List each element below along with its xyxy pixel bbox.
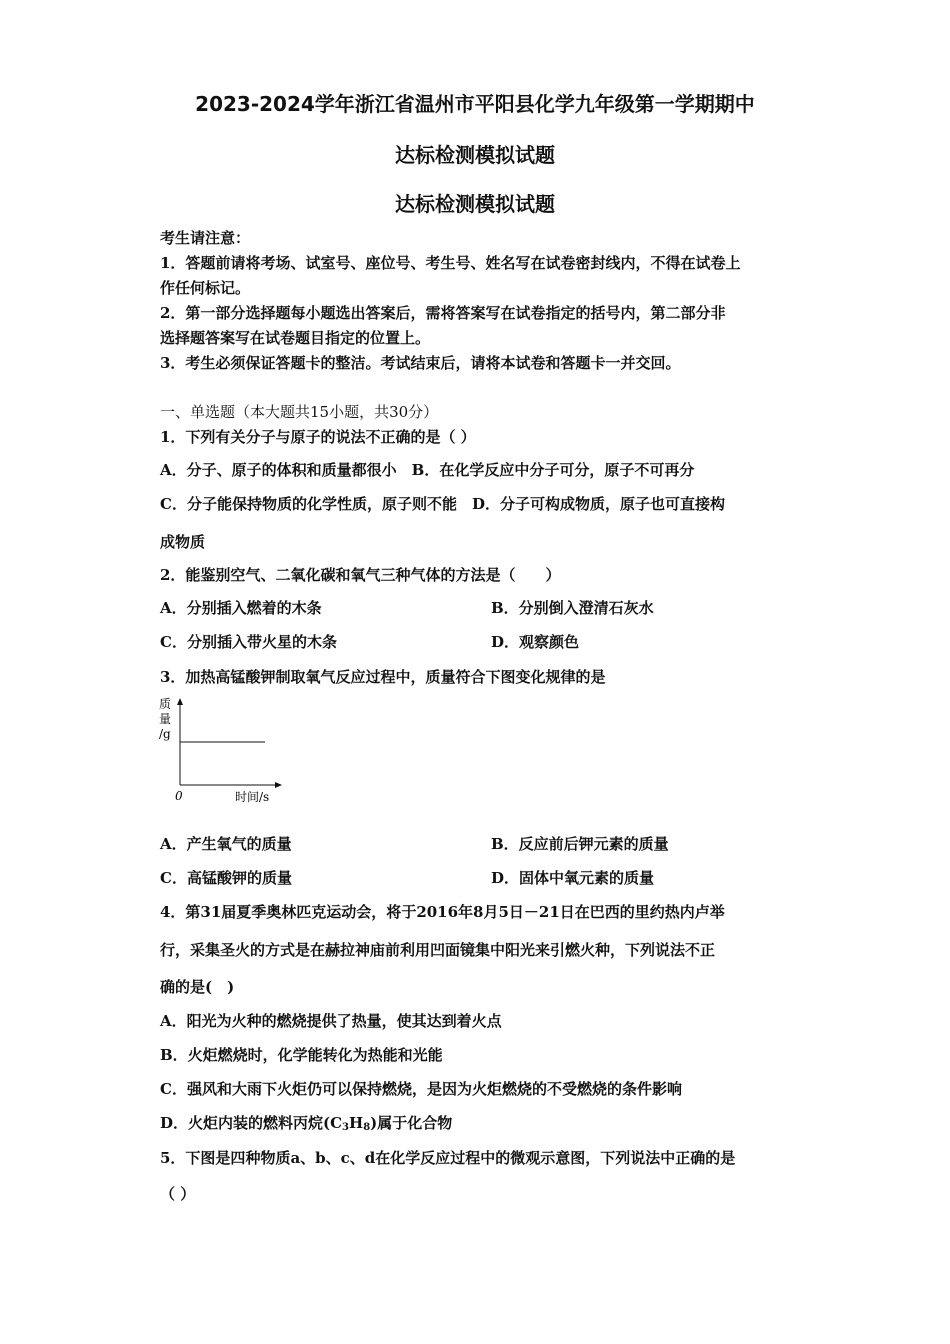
question-2-option-b: B．分别倒入澄清石灰水 <box>491 599 654 617</box>
question-4-option-b: B．火炬燃烧时，化学能转化为热能和光能 <box>160 1046 443 1064</box>
question-4-option-a: A．阳光为火种的燃烧提供了热量，使其达到着火点 <box>160 1012 502 1030</box>
question-2-option-c: C．分别插入带火星的木条 <box>160 633 337 651</box>
question-1-options-cd: C．分子能保持物质的化学性质，原子则不能 D．分子可构成物质，原子也可直接构 <box>160 495 725 513</box>
question-2-option-a: A．分别插入燃着的木条 <box>160 599 322 617</box>
q4d-post: )属于化合物 <box>370 1114 453 1132</box>
notice-heading: 考生请注意： <box>160 229 251 247</box>
y-axis-arrow <box>177 698 183 705</box>
q4d-sub-3: 3 <box>342 1122 350 1133</box>
q4d-mid: H <box>349 1114 364 1132</box>
y-axis-label-2: 量 <box>159 712 172 726</box>
question-4-option-c: C．强风和大雨下火炬仍可以保持燃烧，是因为火炬燃烧的不受燃烧的条件影响 <box>160 1080 682 1098</box>
mass-time-graph <box>150 692 290 807</box>
question-4-stem-3: 确的是( ) <box>160 978 235 996</box>
q4d-sub-8: 8 <box>363 1122 371 1133</box>
question-2-stem: 2．能鉴别空气、二氧化碳和氧气三种气体的方法是（ ） <box>160 566 561 584</box>
question-2-option-d: D．观察颜色 <box>491 633 580 651</box>
question-1-options-cd-cont: 成物质 <box>160 533 206 551</box>
exam-title-line3: 达标检测模拟试题 <box>395 192 555 216</box>
question-3-option-d: D．固体中氧元素的质量 <box>491 869 655 887</box>
question-3-option-a: A．产生氧气的质量 <box>160 835 292 853</box>
x-axis-arrow <box>275 782 282 788</box>
question-5-stem-1: 5．下图是四种物质a、b、c、d在化学反应过程中的微观示意图，下列说法中正确的是 <box>160 1149 736 1167</box>
y-axis-label-3: /g <box>159 727 171 741</box>
notice-item-3: 3．考生必须保证答题卡的整洁。考试结束后，请将本试卷和答题卡一并交回。 <box>160 354 681 372</box>
question-3-option-c: C．高锰酸钾的质量 <box>160 869 292 887</box>
question-3-stem: 3．加热高锰酸钾制取氧气反应过程中，质量符合下图变化规律的是 <box>160 668 606 686</box>
origin-label: 0 <box>175 789 183 803</box>
exam-title-line1: 2023-2024学年浙江省温州市平阳县化学九年级第一学期期中 <box>195 92 755 116</box>
x-axis-label: 时间/s <box>235 790 270 804</box>
q4d-pre: D．火炬内装的燃料丙烷(C <box>160 1114 343 1132</box>
question-5-stem-2: （ ） <box>160 1185 196 1203</box>
notice-item-2b: 选择题答案写在试卷题目指定的位置上。 <box>160 329 431 347</box>
exam-title-line2: 达标检测模拟试题 <box>395 143 555 167</box>
question-3-option-b: B．反应前后钾元素的质量 <box>491 835 669 853</box>
notice-item-1a: 1．答题前请将考场、试室号、座位号、考生号、姓名写在试卷密封线内，不得在试卷上 <box>160 254 741 272</box>
notice-item-2a: 2．第一部分选择题每小题选出答案后，需将答案写在试卷指定的括号内，第二部分非 <box>160 304 726 322</box>
question-4-stem-1: 4．第31届夏季奥林匹克运动会，将于2016年8月5日－21日在巴西的里约热内卢举 <box>160 903 725 921</box>
section-heading: 一、单选题（本大题共15小题，共30分） <box>160 403 439 421</box>
notice-item-1b: 作任何标记。 <box>160 279 251 297</box>
question-1-stem: 1．下列有关分子与原子的说法不正确的是（ ） <box>160 428 476 446</box>
question-4-option-d <box>160 1113 452 1138</box>
question-1-options-ab: A．分子、原子的体积和质量都很小 B．在化学反应中分子可分，原子不可再分 <box>160 461 695 479</box>
y-axis-label-1: 质 <box>159 697 172 711</box>
question-4-stem-2: 行，采集圣火的方式是在赫拉神庙前利用凹面镜集中阳光来引燃火种，下列说法不正 <box>160 941 716 959</box>
